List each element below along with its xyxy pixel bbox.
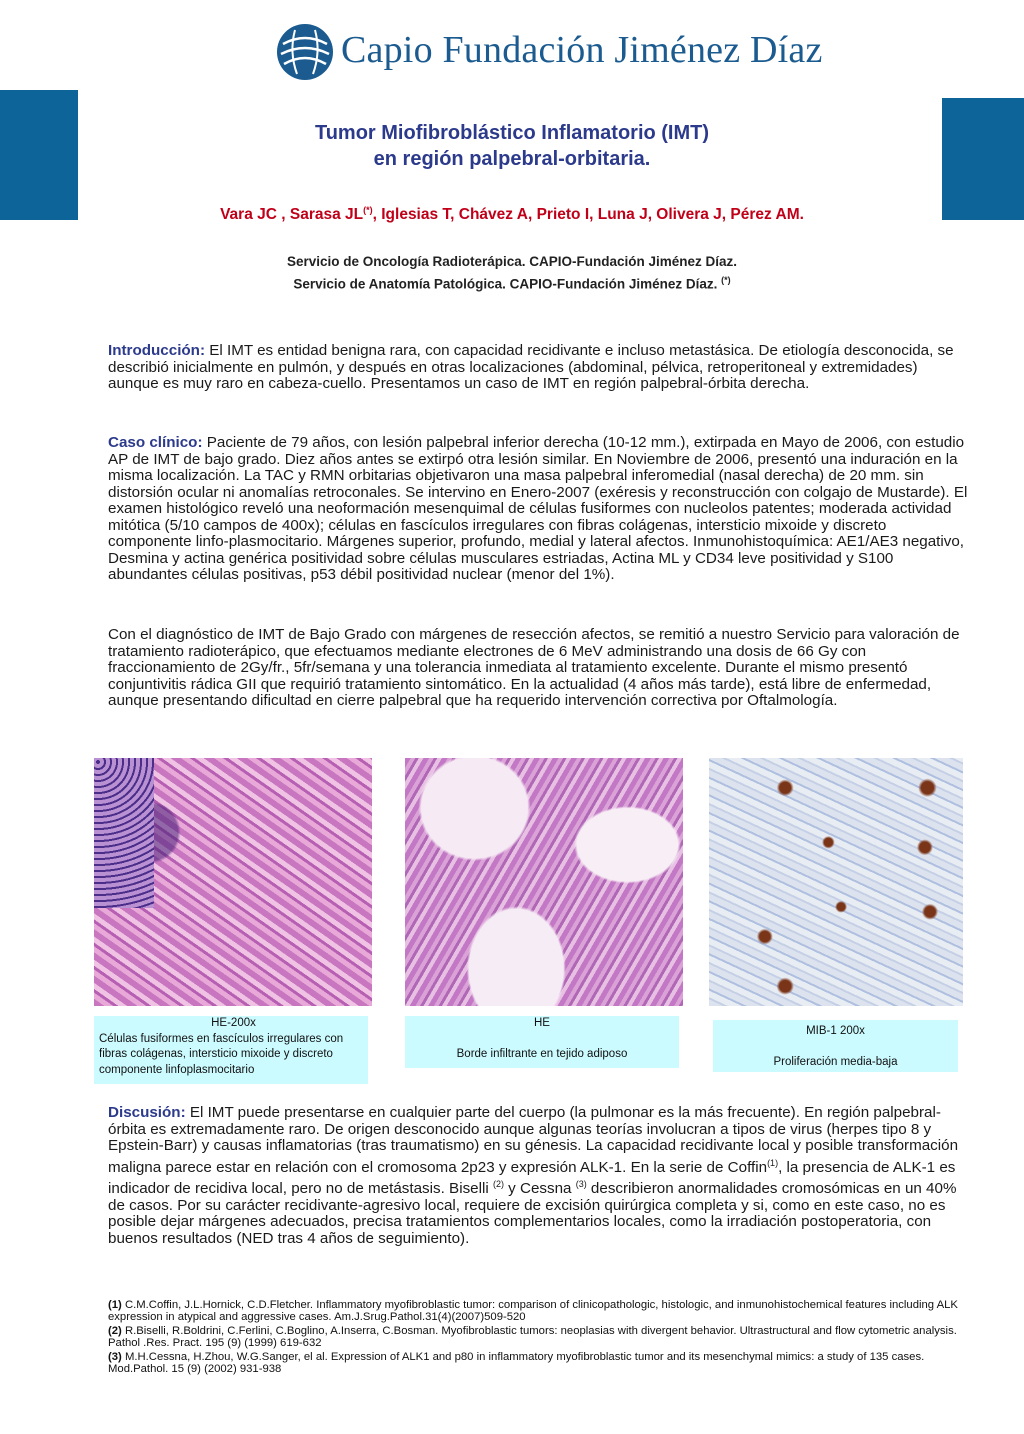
- references: [108, 1300, 968, 1378]
- title-line-2: en región palpebral-orbitaria.: [373, 148, 651, 170]
- logo-text: Capio Fundación Jiménez Díaz: [341, 29, 823, 71]
- clinical-case-paragraph: [108, 435, 968, 584]
- figure-3-label: MIB-1 200x: [806, 1025, 865, 1037]
- histology-image-he-200x: [94, 758, 372, 1006]
- introduction-heading: Introducción:: [108, 342, 206, 359]
- figure-2-text: Borde infiltrante en tejido adiposo: [456, 1047, 628, 1060]
- figure-3-text: Proliferación media-baja: [773, 1055, 898, 1068]
- discussion-ref-2: (2): [492, 1179, 504, 1190]
- clinical-case-heading: Caso clínico:: [108, 434, 203, 451]
- discussion-text-d: describieron anormalidades cromosómicas en un 40% de casos. Por su carácter recidivante-agresivo local, requiere de excisión quirúrgica completa y si, como en este caso, no es posible dejar márgenes adecuados, precisa tratamientos complementarios locales, como la irradiación postoperatoria, con buenos resultados (NED tras 4 años de seguimiento).: [108, 1180, 957, 1247]
- reference-number: (1): [108, 1299, 122, 1311]
- reference-item: [108, 1352, 968, 1375]
- affiliations: [0, 253, 1024, 294]
- histology-image-he: [405, 758, 683, 1006]
- authors-part-a: Vara JC , Sarasa JL: [220, 206, 364, 224]
- reference-text: M.H.Cessna, H.Zhou, W.G.Sanger, el al. Expression of ALK1 and p80 in inflammatory myofibroblastic tumor and its mesenchymal mimics: a study of 135 cases. Mod.Pathol. 15 (9) (2002) 931-938: [108, 1351, 925, 1375]
- reference-text: C.M.Coffin, J.L.Hornick, C.D.Fletcher. Inflammatory myofibroblastic tumor: comparison of clinicopathologic, histologic, and inmunohistochemical features including ALK expression in atypical and aggressive cases. Am.J.Srug.Pathol.31(4)(2007)509-520: [108, 1299, 958, 1323]
- discussion-ref-1: (1): [767, 1157, 779, 1168]
- figure-2-label: HE: [534, 1017, 550, 1029]
- introduction-text: El IMT es entidad benigna rara, con capacidad recidivante e incluso metastásica. De etiología desconocida, se describió inicialmente en pulmón, y después en otras localizaciones (abdominal, pélvica, retroperitoneal y extremidades) aunque es muy raro en cabeza-cuello. Presentamos un caso de IMT en región palpebral-órbita derecha.: [108, 342, 954, 392]
- discussion-ref-3: (3): [575, 1179, 587, 1190]
- title-line-1: Tumor Miofibroblástico Inflamatorio (IMT): [314, 122, 710, 144]
- figure-1-text: Células fusiformes en fascículos irregulares con fibras colágenas, intersticio mixoide y discreto componente linfoplasmocitario: [99, 1032, 344, 1076]
- globe-logo-icon: [275, 22, 335, 82]
- figure-caption-3: [713, 1020, 958, 1072]
- authors-mark: (*): [363, 205, 373, 215]
- reference-text: R.Biselli, R.Boldrini, C.Ferlini, C.Boglino, A.Inserra, C.Bosman. Myofibroblastic tumors: neoplasias with divergent behavior. Ultrastructural and flow cytometric analysis. Pathol .Res. Pract. 195 (9) (1999) 619-632: [108, 1325, 957, 1349]
- lymphocyte-cluster: [94, 758, 154, 908]
- discussion-text-a: El IMT puede presentarse en cualquier parte del cuerpo (la pulmonar es la más frecuente). En región palpebral-órbita es extremadamente raro. De origen desconocido aunque algunas teorías involucran a tipos de virus (herpes tipo 8 y Epstein-Barr) y causas inflamatorias (tras traumatismo) en su génesis. La capacidad recidivante local y posible transformación maligna parece estar en relación con el cromosoma 2p23 y expresión ALK-1. En la serie de Coffin: [108, 1104, 959, 1176]
- authors-part-b: , Iglesias T, Chávez A, Prieto I, Luna J, Olivera J, Pérez AM.: [372, 206, 804, 224]
- discussion-paragraph: [108, 1105, 968, 1247]
- affiliation-2: [0, 271, 1024, 294]
- poster-title: [0, 120, 1024, 172]
- affiliation-2-text: Servicio de Anatomía Patológica. CAPIO-Fundación Jiménez Díaz.: [293, 276, 718, 292]
- affiliation-2-mark: (*): [721, 275, 731, 285]
- affiliation-1: Servicio de Oncología Radioterápica. CAPIO-Fundación Jiménez Díaz.: [286, 254, 738, 269]
- reference-number: (2): [108, 1325, 122, 1337]
- reference-item: [108, 1326, 968, 1349]
- reference-number: (3): [108, 1351, 122, 1363]
- figure-caption-2: [405, 1016, 679, 1068]
- histology-image-mib1: [709, 758, 963, 1006]
- authors: [0, 205, 1024, 224]
- institution-logo: [275, 22, 823, 84]
- discussion-heading: Discusión:: [108, 1104, 186, 1121]
- figure-1-label: HE-200x: [211, 1017, 256, 1029]
- discussion-text-c: y Cessna: [503, 1180, 576, 1198]
- clinical-case-text: Paciente de 79 años, con lesión palpebral inferior derecha (10-12 mm.), extirpada en Mayo de 2006, con estudio AP de IMT de bajo grado. Diez años antes se extirpó otra lesión similar. En Noviembre de 2006, presentó una induración en la misma localización. La TAC y RMN orbitarias objetivaron una masa palpebral inferomedial (nasal derecha) de 20 mm. sin distorsión ocular ni anomalías retroconales. Se intervino en Enero-2007 (exéresis y reconstrucción con colgajo de Mustarde). El examen histológico reveló una neoformación mesenquimal de células fusiformes con nucleolos patentes; moderada actividad mitótica (5/10 campos de 400x); células en fascículos irregulares con fibras colágenas, intersticio mixoide y discreto componente linfo-plasmocitario. Márgenes superior, profundo, medial y lateral afectos. Inmunohistoquímica: AE1/AE3 negativo, Desmina y actina genérica positividad sobre células musculares estriadas, Actina ML y CD34 leve positividad y S100 abundantes células positivas, p53 débil positividad nuclear (menor del 1%).: [108, 434, 968, 583]
- figure-caption-1: [94, 1016, 368, 1084]
- reference-item: [108, 1300, 968, 1323]
- clinical-case-paragraph-2: Con el diagnóstico de IMT de Bajo Grado con márgenes de resección afectos, se remitió a nuestro Servicio para valoración de tratamiento radioterápico, que efectuamos mediante electrones de 6 MeV administrando una dosis de 66 Gy con fraccionamiento de 2Gy/fr., 5fr/semana y una tolerancia inmediata al tratamiento excelente. Durante el mismo presentó conjuntivitis rádica GII que requirió tratamiento sintomático. En la actualidad (4 años más tarde), está libre de enfermedad, aunque presentando dificultad en cierre palpebral que ha requerido intervención correctiva por Oftalmología.: [108, 626, 960, 709]
- discussion-text-b: , la presencia de ALK-1 es indicador de recidiva local, pero no de metástasis. Biselli: [108, 1158, 956, 1198]
- introduction-paragraph: [108, 343, 968, 393]
